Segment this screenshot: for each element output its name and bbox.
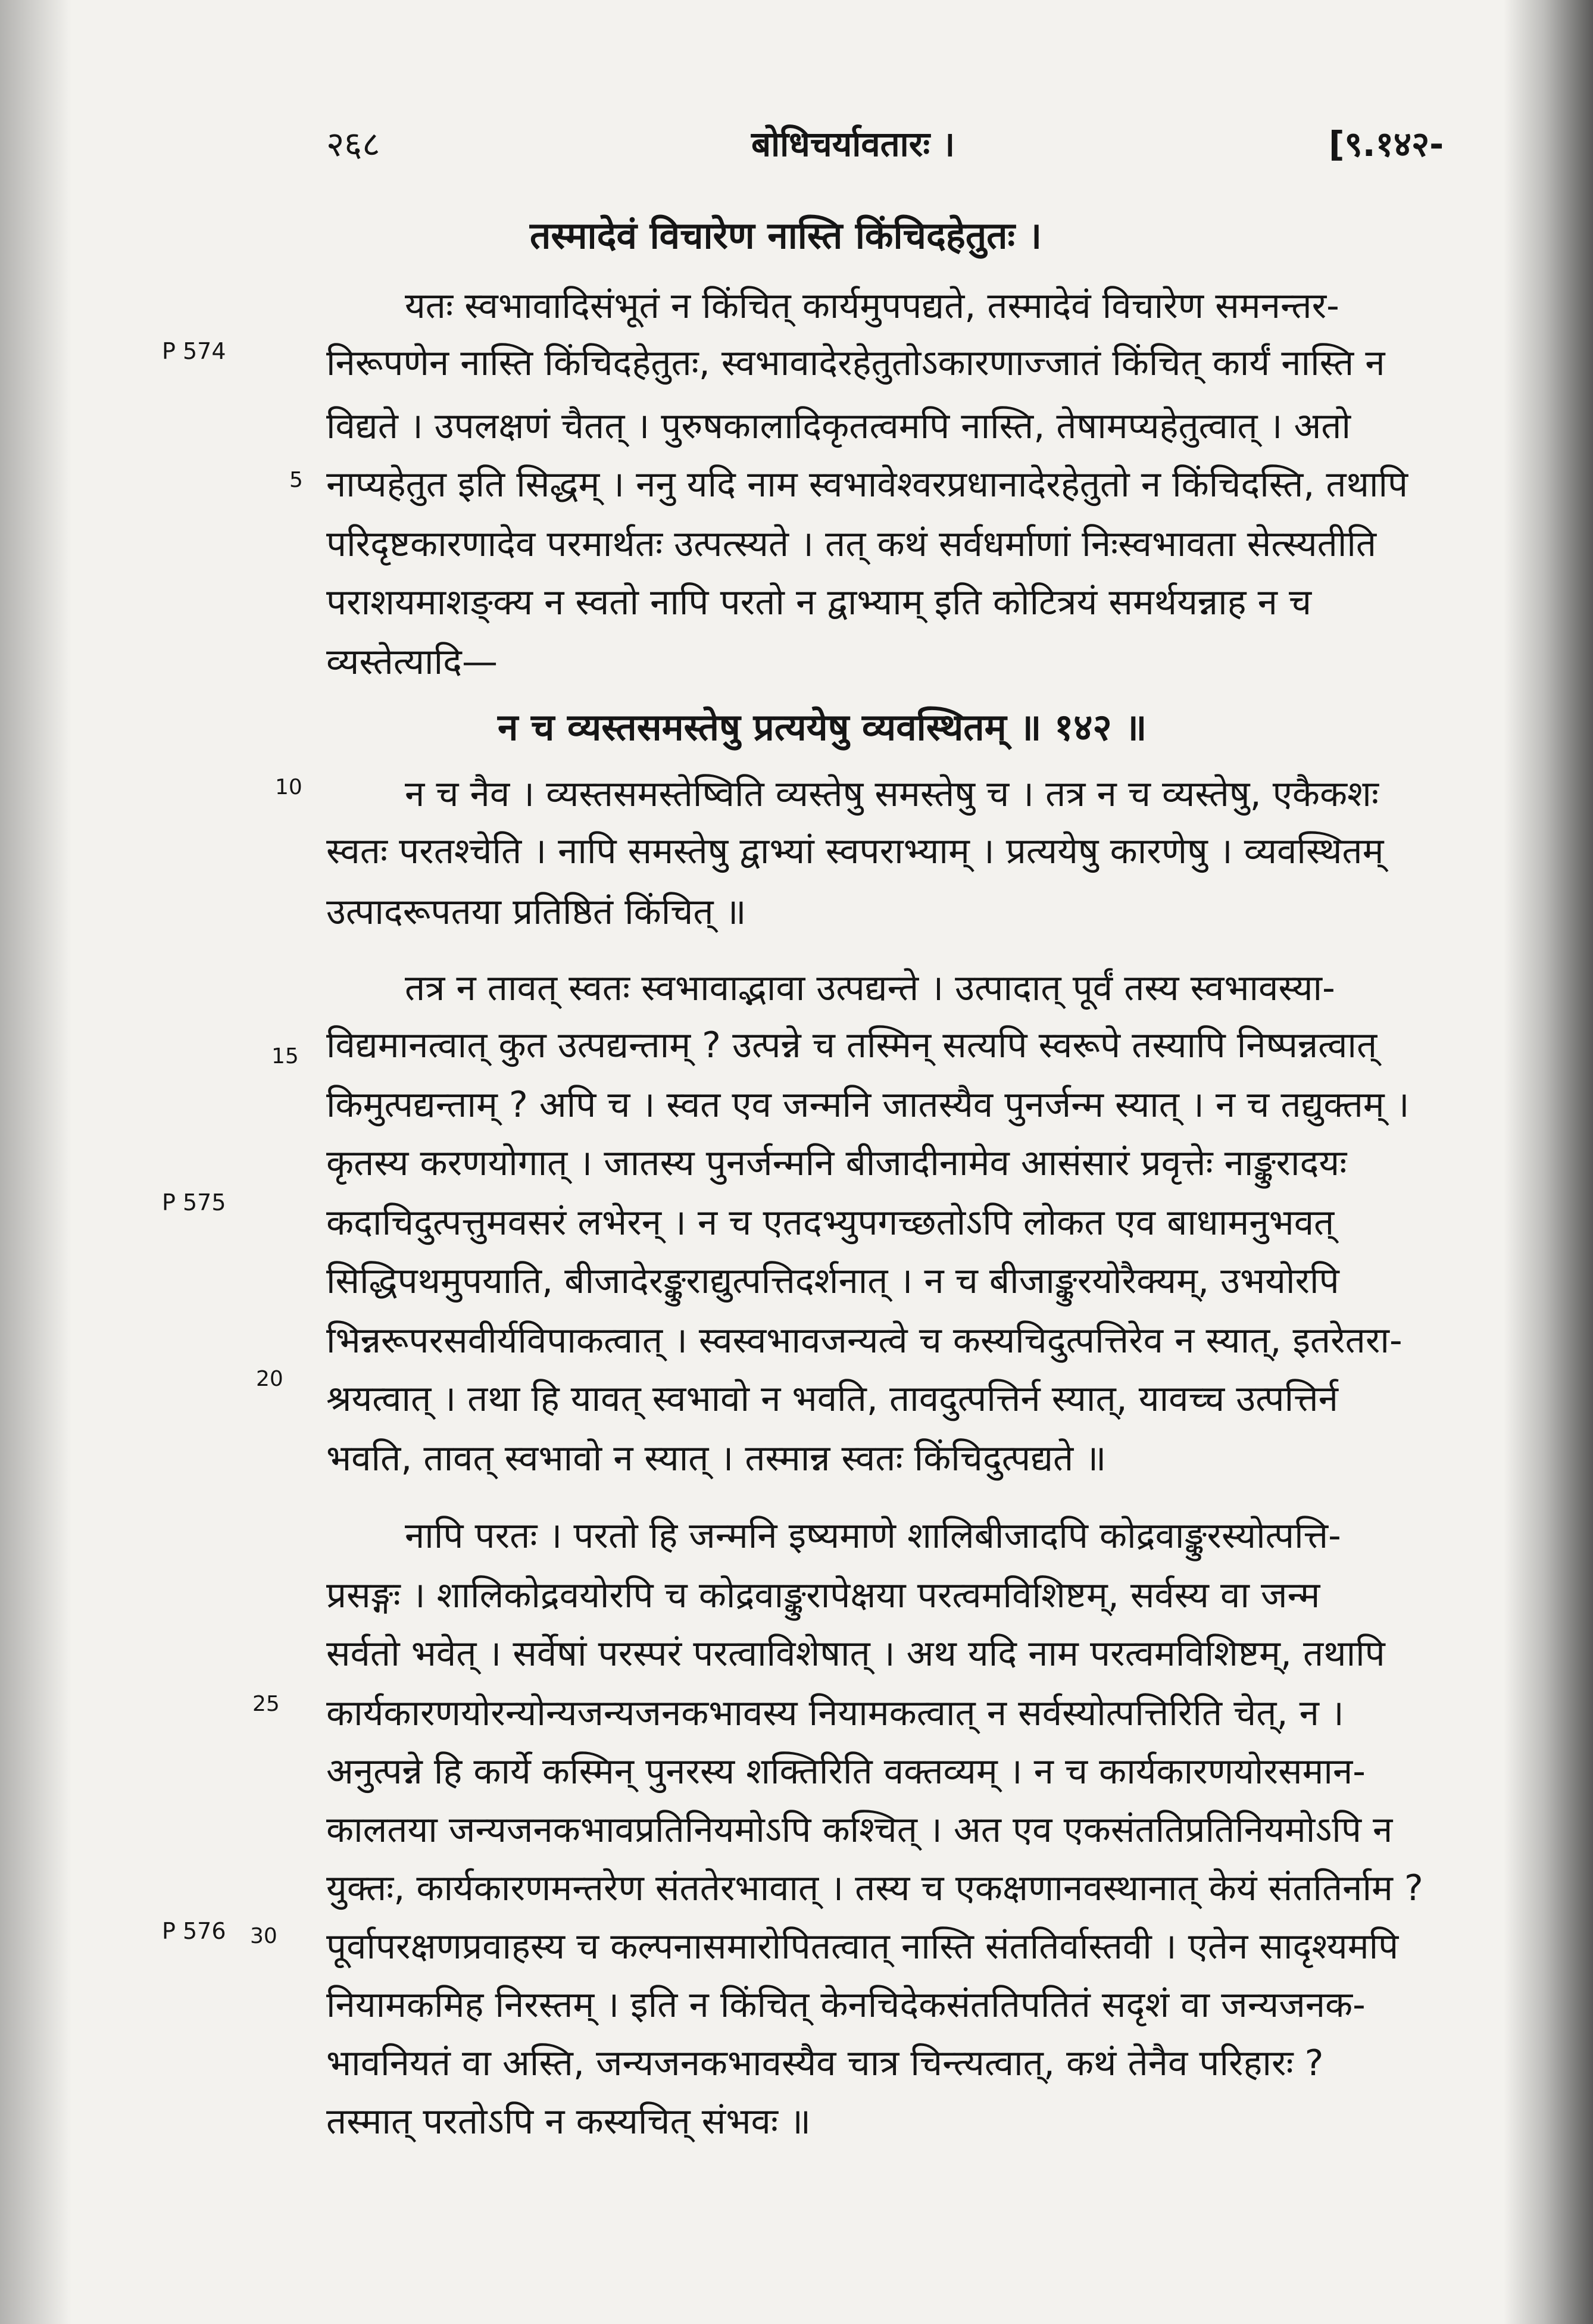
margin-ref-p576: P 576 [162,1918,226,1944]
line-number-5: 5 [289,468,303,492]
text-line: यतः स्वभावादिसंभूतं न किंचित् कार्यमुपपद्यते, तस्मादेवं विचारेण समनन्तर- [405,285,1339,327]
margin-ref-p574: P 574 [162,338,226,364]
text-line: तत्र न तावत् स्वतः स्वभावाद्भावा उत्पद्यन्ते । उत्पादात् पूर्वं तस्य स्वभावस्या- [405,967,1335,1009]
verse-142: न च व्यस्तसमस्तेषु प्रत्ययेषु व्यवस्थितम् ॥ १४२ ॥ [498,705,1147,749]
line-number-25: 25 [252,1692,280,1716]
text-line: भावनियतं वा अस्ति, जन्यजनकभावस्यैव चात्र चिन्त्यत्वात्, कथं तेनैव परिहारः ? [326,2042,1324,2084]
text-line: अनुत्पन्ने हि कार्ये कस्मिन् पुनरस्य शक्तिरिति वक्तव्यम् । न च कार्यकारणयोरसमान- [326,1751,1366,1792]
text-line: सिद्धिपथमुपयाति, बीजादेरङ्कुराद्युत्पत्तिदर्शनात् । न च बीजाङ्कुरयोरैक्यम्, उभयोरपि [326,1260,1339,1302]
text-line: किमुत्पद्यन्ताम् ? अपि च । स्वत एव जन्मनि जातस्यैव पुनर्जन्म स्यात् । न च तद्युक्तम् । [326,1084,1410,1126]
line-number-30: 30 [250,1924,277,1948]
text-line: नापि परतः । परतो हि जन्मनि इष्यमाणे शालिबीजादपि कोद्रवाङ्कुरस्योत्पत्ति- [405,1515,1341,1557]
line-number-15: 15 [271,1044,299,1069]
text-line: कार्यकारणयोरन्योन्यजन्यजनकभावस्य नियामकत्वात् न सर्वस्योत्पत्तिरिति चेत्, न । [326,1692,1344,1734]
text-line: सर्वतो भवेत् । सर्वेषां परस्परं परत्वाविशेषात् । अथ यदि नाम परत्वमविशिष्टम्, तथापि [326,1633,1385,1675]
text-line: परिदृष्टकारणादेव परमार्थतः उत्पत्स्यते । तत् कथं सर्वधर्माणां निःस्वभावता सेत्स्यतीति [326,523,1377,565]
text-line: स्वतः परतश्चेति । नापि समस्तेषु द्वाभ्यां स्वपराभ्याम् । प्रत्ययेषु कारणेषु । व्यवस्थितम् [326,830,1384,872]
page-number: २६८ [326,124,380,164]
running-title: बोधिचर्यावतारः । [751,124,955,164]
text-line: व्यस्तेत्यादि— [326,641,498,683]
text-line: निरूपणेन नास्ति किंचिदहेतुतः, स्वभावादेरहेतुतोऽकारणाज्जातं किंचित् कार्यं नास्ति न [326,342,1385,384]
text-line: कदाचिदुत्पत्तुमवसरं लभेरन् । न च एतदभ्युपगच्छतोऽपि लोकत एव बाधामनुभवत् [326,1202,1335,1244]
text-line: कृतस्य करणयोगात् । जातस्य पुनर्जन्मनि बीजादीनामेव आसंसारं प्रवृत्तेः नाङ्कुरादयः [326,1142,1347,1184]
text-line: श्रयत्वात् । तथा हि यावत् स्वभावो न भवति, तावदुत्पत्तिर्न स्यात्, यावच्च उत्पत्तिर्न [326,1378,1338,1420]
text-line: उत्पादरूपतया प्रतिष्ठितं किंचित् ॥ [326,891,746,933]
text-line: न च नैव । व्यस्तसमस्तेष्विति व्यस्तेषु समस्तेषु च । तत्र न च व्यस्तेषु, एकैकशः [405,773,1379,815]
text-line: भवति, तावत् स्वभावो न स्यात् । तस्मान्न स्वतः किंचिदुत्पद्यते ॥ [326,1438,1107,1479]
text-line: पूर्वापरक्षणप्रवाहस्य च कल्पनासमारोपितत्वात् नास्ति संततिर्वास्तवी । एतेन सादृश्यमपि [326,1926,1399,1967]
text-line: भिन्नरूपरसवीर्यविपाकत्वात् । स्वस्वभावजन्यत्वे च कस्यचिदुत्पत्तिरेव न स्यात्, इतरेतरा- [326,1320,1403,1361]
text-line: कालतया जन्यजनकभावप्रतिनियमोऽपि कश्चित् । अत एव एकसंततिप्रतिनियमोऽपि न [326,1809,1393,1851]
text-line: पराशयमाशङ्क्य न स्वतो नापि परतो न द्वाभ्याम् इति कोटित्रयं समर्थयन्नाह न च [326,582,1312,623]
line-number-20: 20 [256,1367,283,1391]
text-line: विद्यते । उपलक्षणं चैतत् । पुरुषकालादिकृतत्वमपि नास्ति, तेषामप्यहेतुत्वात् । अतो [326,405,1351,447]
margin-ref-p575: P 575 [162,1189,226,1216]
scan-shadow-left [0,0,71,2324]
text-line: प्रसङ्गः । शालिकोद्रवयोरपि च कोद्रवाङ्कुरापेक्षया परत्वमविशिष्टम्, सर्वस्य वा जन्म [326,1575,1320,1616]
text-line: विद्यमानत्वात् कुत उत्पद्यन्ताम् ? उत्पन्ने च तस्मिन् सत्यपि स्वरूपे तस्यापि निष्पन्नत्वात् [326,1024,1378,1066]
text-line: युक्तः, कार्यकारणमन्तरेण संततेरभावात् । तस्य च एकक्षणानवस्थानात् केयं संततिर्नाम ? [326,1867,1423,1909]
line-number-10: 10 [275,775,302,799]
section-reference: [९.१४२- [1329,124,1444,164]
scan-shadow-right [1504,0,1593,2324]
text-line: नियामकमिह निरस्तम् । इति न किंचित् केनचिदेकसंततिपतितं सदृशं वा जन्यजनक- [326,1984,1366,2026]
text-line: तस्मात् परतोऽपि न कस्यचित् संभवः ॥ [326,2101,811,2142]
text-line: नाप्यहेतुत इति सिद्धम् । ननु यदि नाम स्वभावेश्वरप्रधानादेरहेतुतो न किंचिदस्ति, तथापि [326,464,1408,505]
heading-verse: तस्मादेवं विचारेण नास्ति किंचिदहेतुतः । [530,214,1042,257]
